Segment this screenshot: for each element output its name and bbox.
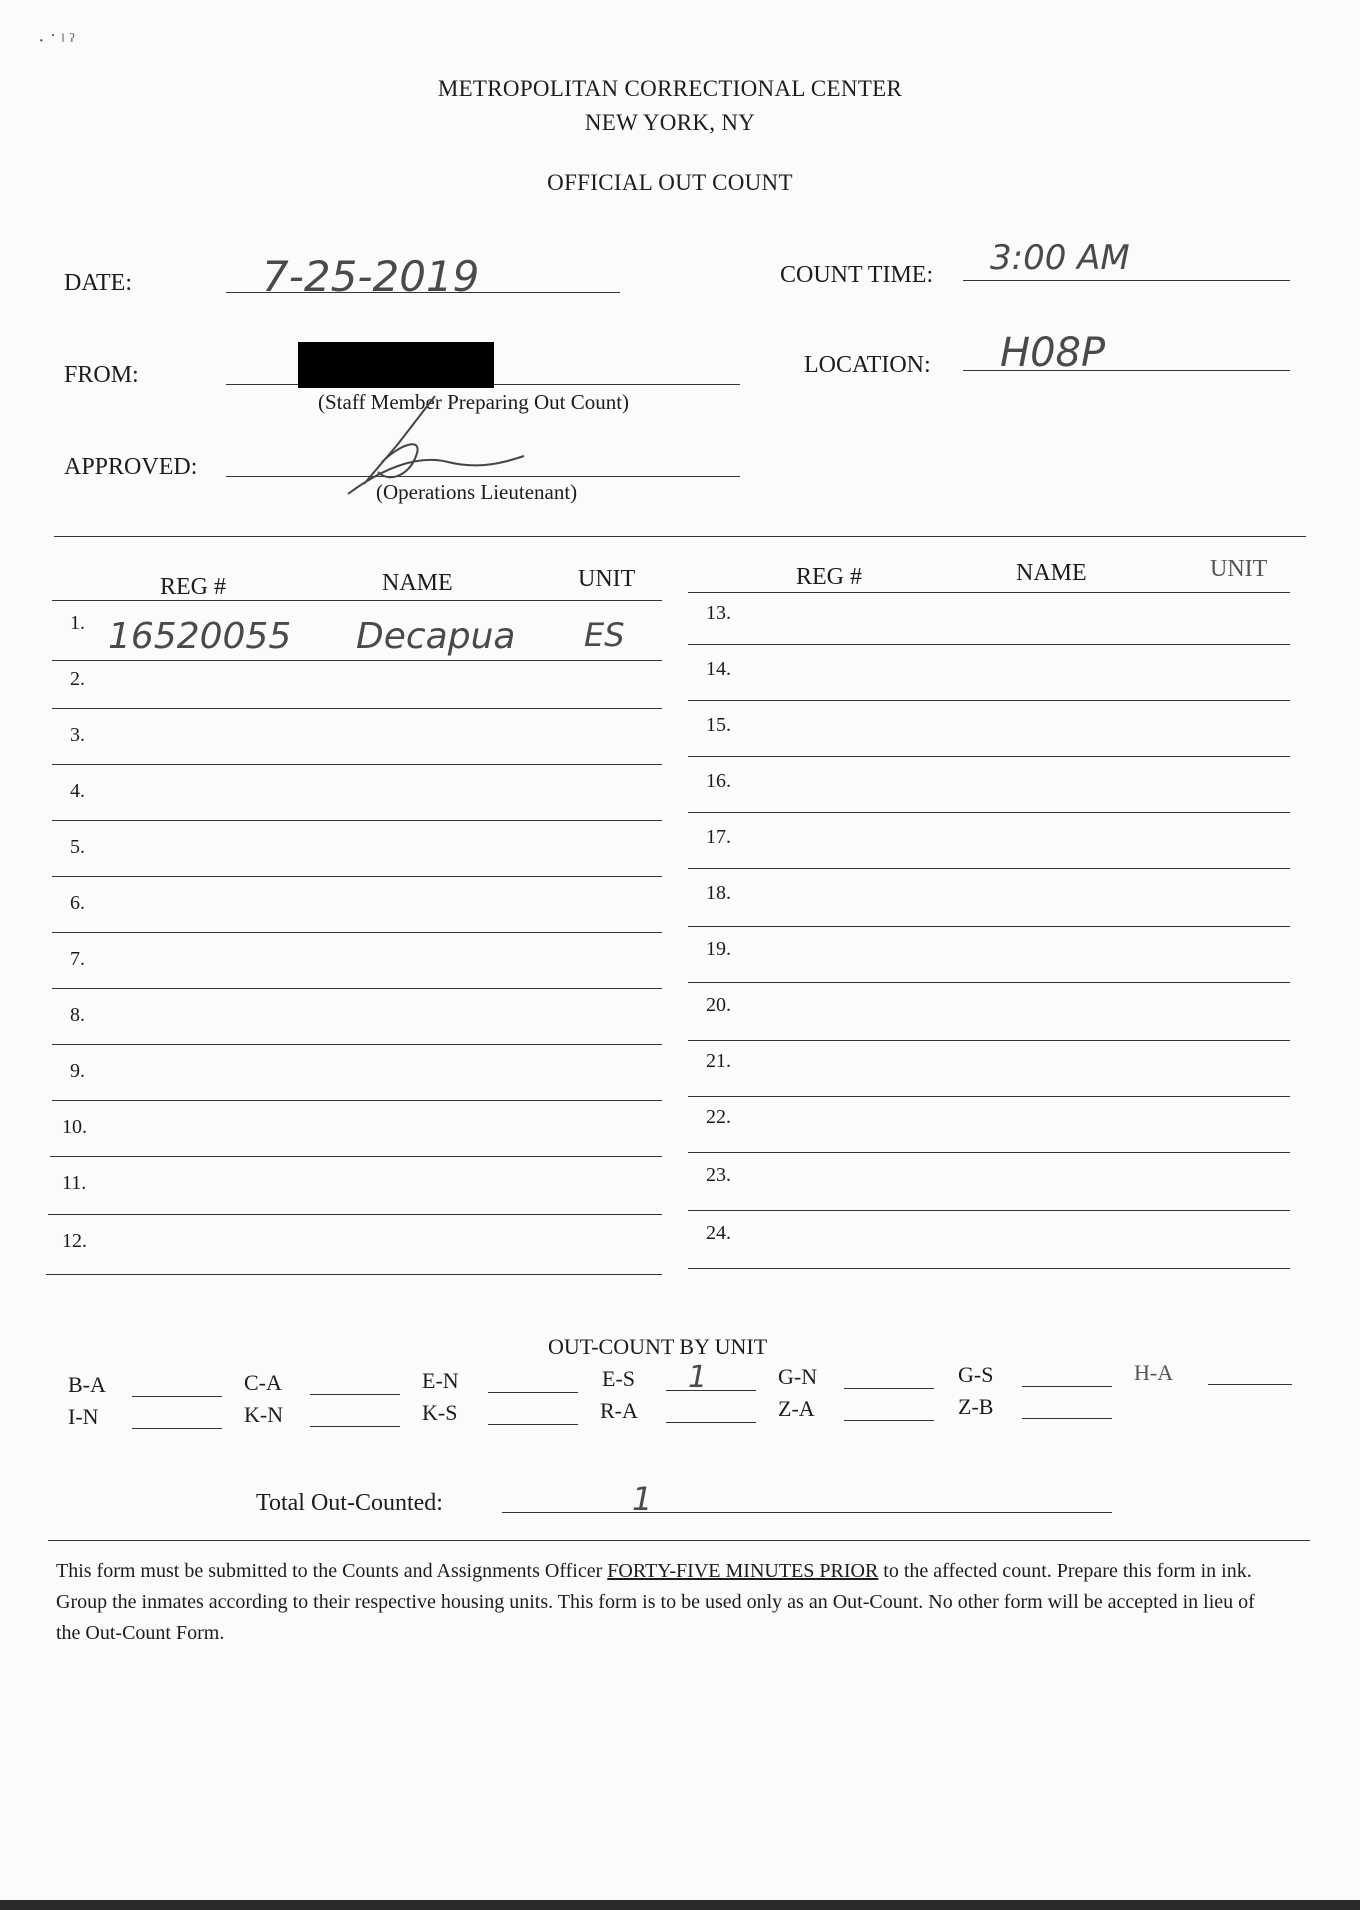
unit-count-line	[310, 1426, 400, 1427]
from-label: FROM:	[64, 362, 139, 388]
instructions-emphasis: FORTY-FIVE MINUTES PRIOR	[607, 1560, 879, 1582]
unit-label: K-N	[244, 1402, 284, 1427]
date-label: DATE:	[64, 270, 132, 296]
unit-label: B-A	[68, 1372, 106, 1397]
unit-label: R-A	[600, 1398, 638, 1423]
paper-specks: · ˙ ˡ ˀ	[38, 30, 75, 52]
unit-label: G-S	[958, 1362, 994, 1387]
row-line	[52, 660, 662, 661]
total-value: 1	[632, 1480, 653, 1518]
total-line	[502, 1512, 1112, 1513]
unit-count-line	[666, 1390, 756, 1391]
row-line	[688, 1152, 1290, 1153]
from-caption: (Staff Member Preparing Out Count)	[318, 390, 630, 414]
institution-city: NEW YORK, NY	[584, 110, 756, 135]
row-number: 22.	[706, 1106, 731, 1128]
row-line	[52, 1044, 662, 1045]
row-number: 5.	[70, 836, 85, 858]
row-line	[52, 988, 662, 989]
instructions-text	[56, 1556, 1276, 1649]
row-line	[50, 1156, 662, 1157]
row-number: 3.	[70, 724, 85, 746]
unit-label: E-N	[422, 1368, 459, 1393]
right-header-line	[688, 592, 1290, 593]
row-line	[688, 1268, 1290, 1269]
row-line	[688, 1096, 1290, 1097]
footer-divider	[48, 1540, 1310, 1541]
row-number: 11.	[62, 1172, 87, 1194]
location-label: LOCATION:	[804, 352, 931, 378]
row-line	[688, 868, 1290, 869]
left-header-name: NAME	[382, 570, 453, 596]
row-number: 1.	[70, 612, 85, 634]
row-name: Decapua	[356, 616, 516, 657]
row-number: 24.	[706, 1222, 731, 1244]
row-number: 18.	[706, 882, 731, 904]
row-line	[688, 644, 1290, 645]
approved-caption: (Operations Lieutenant)	[376, 480, 578, 504]
unit-count-line	[488, 1424, 578, 1425]
row-number: 13.	[706, 602, 731, 624]
row-number: 16.	[706, 770, 731, 792]
unit-count-line	[666, 1422, 756, 1423]
row-number: 12.	[62, 1230, 87, 1252]
left-header-line	[52, 600, 662, 601]
count-time-label: COUNT TIME:	[780, 262, 934, 288]
unit-label: I-N	[68, 1404, 99, 1429]
left-header-unit: UNIT	[578, 566, 636, 592]
outcount-title: OUT-COUNT BY UNIT	[548, 1334, 768, 1359]
row-line	[52, 764, 662, 765]
row-number: 20.	[706, 994, 731, 1016]
row-number: 9.	[70, 1060, 85, 1082]
unit-count-line	[1022, 1386, 1112, 1387]
unit-label: E-S	[602, 1366, 635, 1391]
row-line	[688, 1210, 1290, 1211]
row-number: 23.	[706, 1164, 731, 1186]
row-number: 10.	[62, 1116, 87, 1138]
row-line	[46, 1274, 662, 1275]
count-time-value: 3:00 AM	[990, 238, 1130, 278]
row-unit: ES	[584, 616, 625, 654]
right-header-unit: UNIT	[1210, 556, 1268, 582]
right-header-name: NAME	[1016, 560, 1087, 586]
unit-label: Z-A	[778, 1396, 815, 1421]
right-header-reg: REG #	[796, 564, 862, 590]
unit-count-line	[844, 1420, 934, 1421]
row-line	[52, 932, 662, 933]
row-line	[688, 700, 1290, 701]
row-number: 15.	[706, 714, 731, 736]
row-number: 19.	[706, 938, 731, 960]
unit-count-line	[310, 1394, 400, 1395]
location-value: H08P	[1000, 330, 1106, 376]
date-value: 7-25-2019	[262, 252, 480, 301]
row-number: 17.	[706, 826, 731, 848]
unit-count-line	[844, 1388, 934, 1389]
unit-count-line	[488, 1392, 578, 1393]
count-time-line	[963, 280, 1290, 281]
unit-label: G-N	[778, 1364, 818, 1389]
row-line	[52, 708, 662, 709]
row-number: 6.	[70, 892, 85, 914]
row-line	[48, 1214, 662, 1215]
row-line	[52, 876, 662, 877]
total-label: Total Out-Counted:	[256, 1490, 443, 1516]
left-header-reg: REG #	[160, 574, 226, 600]
row-number: 7.	[70, 948, 85, 970]
row-line	[52, 1100, 662, 1101]
unit-label: Z-B	[958, 1394, 994, 1419]
form-title: OFFICIAL OUT COUNT	[547, 170, 793, 195]
row-number: 21.	[706, 1050, 731, 1072]
row-number: 4.	[70, 780, 85, 802]
row-line	[688, 982, 1290, 983]
unit-count-line	[132, 1428, 222, 1429]
unit-count-line	[1208, 1384, 1292, 1385]
section-divider	[54, 536, 1306, 537]
unit-count-line	[132, 1396, 222, 1397]
unit-count-value: 1	[688, 1360, 708, 1395]
row-line	[688, 756, 1290, 757]
row-line	[688, 1040, 1290, 1041]
scan-edge	[0, 1900, 1360, 1910]
unit-count-line	[1022, 1418, 1112, 1419]
unit-label: C-A	[244, 1370, 282, 1395]
instructions-part-1: This form must be submitted to the Counts and Assignments Officer	[56, 1560, 608, 1582]
row-line	[688, 812, 1290, 813]
unit-label: K-S	[422, 1400, 458, 1425]
instructions-part-2: to the affected count. Prepare this form in ink. Group the inmates according to their respective housing units. This form is to be used only as an Out-Count. No other form will be accepted in lieu of the Out-Count Form.	[56, 1560, 1255, 1644]
row-line	[688, 926, 1290, 927]
row-number: 8.	[70, 1004, 85, 1026]
row-number: 2.	[70, 668, 85, 690]
unit-label: H-A	[1134, 1360, 1174, 1385]
approved-label: APPROVED:	[64, 454, 198, 480]
institution-name: METROPOLITAN CORRECTIONAL CENTER	[437, 76, 903, 101]
redacted-name	[298, 342, 494, 388]
row-reg: 16520055	[108, 616, 292, 657]
row-number: 14.	[706, 658, 731, 680]
row-line	[52, 820, 662, 821]
